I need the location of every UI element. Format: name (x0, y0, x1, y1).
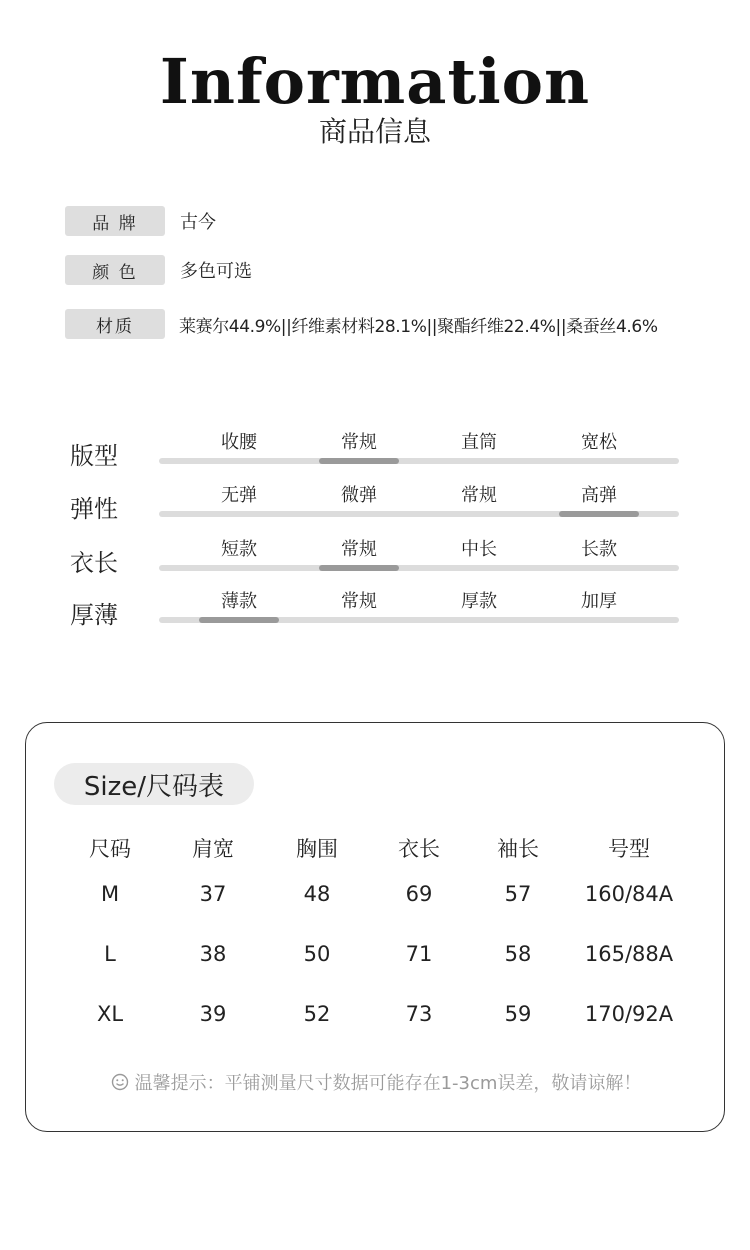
attribute-row (70, 481, 690, 531)
table-cell: 160/84A (584, 882, 674, 906)
table-cell: 170/92A (584, 1002, 674, 1026)
note-text: 温馨提示：平铺测量尺寸数据可能存在1-3cm误差，敬请谅解！ (134, 1073, 642, 1094)
table-cell: 59 (504, 1002, 532, 1026)
info-label: 品 牌 (65, 206, 165, 236)
info-value: 多色可选 (180, 261, 252, 282)
measurement-note (26, 1069, 726, 1095)
attribute-option: 常规 (461, 485, 497, 506)
attribute-selected-marker (319, 565, 399, 571)
title-english: Information (159, 45, 591, 118)
attribute-row (70, 587, 690, 637)
table-cell: 73 (405, 1002, 433, 1026)
attribute-option: 中长 (461, 539, 497, 560)
attribute-option: 宽松 (581, 432, 617, 453)
table-cell: 71 (405, 942, 433, 966)
info-row-material (65, 309, 658, 339)
info-label: 颜 色 (65, 255, 165, 285)
attribute-name: 厚薄 (70, 601, 118, 629)
info-row-brand (65, 206, 216, 236)
size-chart-card (25, 722, 725, 1132)
info-label: 材质 (65, 309, 165, 339)
attribute-name: 版型 (70, 442, 118, 470)
attribute-option: 微弹 (341, 485, 377, 506)
attribute-option: 长款 (581, 539, 617, 560)
attribute-option: 常规 (341, 591, 377, 612)
attribute-option: 直筒 (461, 432, 497, 453)
table-cell: M (100, 882, 120, 906)
table-cell: 52 (303, 1002, 331, 1026)
table-cell: XL (96, 1002, 124, 1026)
title-chinese: 商品信息 (318, 115, 431, 148)
attribute-option: 无弹 (221, 485, 257, 506)
table-cell: 57 (504, 882, 532, 906)
info-row-color (65, 255, 252, 285)
table-header-cell: 肩宽 (192, 837, 234, 861)
attribute-option: 收腰 (221, 432, 257, 453)
attribute-row (70, 535, 690, 585)
attribute-name: 弹性 (70, 495, 118, 523)
table-header-cell: 尺码 (89, 837, 131, 861)
table-cell: 38 (199, 942, 227, 966)
table-header-cell: 胸围 (296, 837, 338, 861)
attribute-option: 高弹 (581, 485, 617, 506)
table-cell: 58 (504, 942, 532, 966)
table-header-cell: 袖长 (497, 837, 539, 861)
table-cell: 50 (303, 942, 331, 966)
attribute-option: 厚款 (461, 591, 497, 612)
attribute-selected-marker (319, 458, 399, 464)
table-cell: 69 (405, 882, 433, 906)
attribute-selected-marker (559, 511, 639, 517)
info-value: 莱赛尔44.9%||纤维素材料28.1%||聚酯纤维22.4%||桑蚕丝4.6% (179, 316, 658, 337)
attribute-scale-track (159, 458, 679, 464)
attribute-name: 衣长 (70, 549, 118, 577)
size-chart-title: Size/尺码表 (54, 763, 254, 805)
table-cell: L (104, 942, 116, 966)
info-value: 古今 (180, 212, 216, 233)
table-cell: 48 (303, 882, 331, 906)
table-cell: 39 (199, 1002, 227, 1026)
attribute-option: 短款 (221, 539, 257, 560)
attribute-row (70, 428, 690, 478)
attribute-selected-marker (199, 617, 279, 623)
attribute-scale-track (159, 565, 679, 571)
smiley-face-icon (111, 1073, 129, 1094)
attribute-option: 常规 (341, 539, 377, 560)
attribute-option: 常规 (341, 432, 377, 453)
attribute-option: 薄款 (221, 591, 257, 612)
attribute-option: 加厚 (581, 591, 617, 612)
table-cell: 37 (199, 882, 227, 906)
table-cell: 165/88A (584, 942, 674, 966)
table-header-cell: 衣长 (398, 837, 440, 861)
table-header-cell: 号型 (608, 837, 650, 861)
